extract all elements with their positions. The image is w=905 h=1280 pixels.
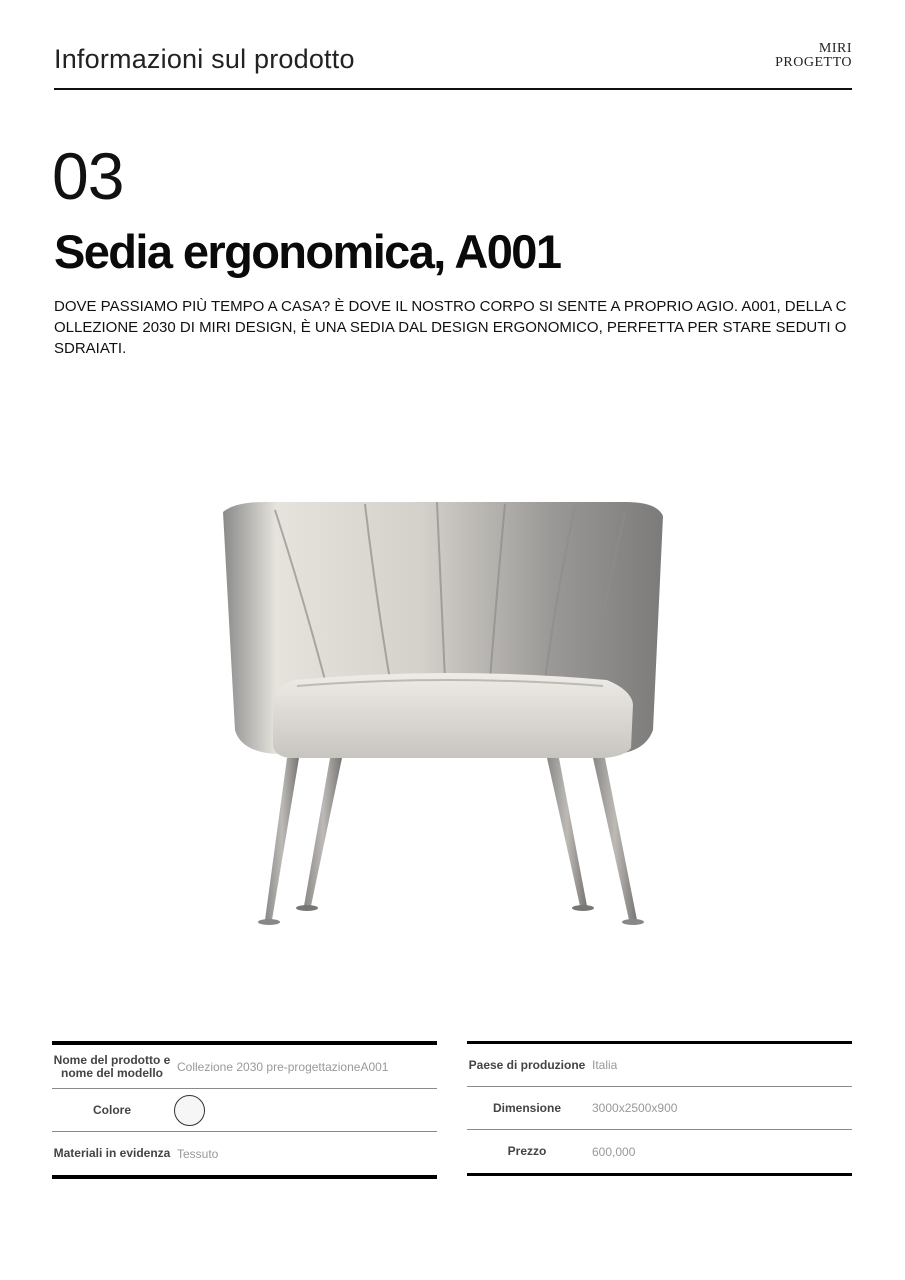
spec-label: Nome del prodotto e nome del modello bbox=[53, 1052, 171, 1080]
spec-value: 600,000 bbox=[592, 1144, 636, 1159]
chair-leg bbox=[265, 758, 299, 920]
product-description: DOVE PASSIAMO PIÙ TEMPO A CASA? È DOVE IL NOSTRO CORPO SI SENTE A PROPRIO AGIO. A001, DELLA COLLEZIONE 2030 DI MIRI DESIGN, È UNA SEDIA DAL DESIGN ERGONOMICO, PERFETTA PER STARE SEDUTI O SDRAIATI. bbox=[54, 298, 847, 357]
spec-value: 3000x2500x900 bbox=[592, 1101, 678, 1115]
spec-label: Prezzo bbox=[507, 1144, 547, 1158]
color-swatch bbox=[174, 1095, 205, 1126]
chair-image bbox=[205, 490, 685, 940]
spec-value: Collezione 2030 pre-progettazioneA001 bbox=[177, 1059, 389, 1074]
spec-row bbox=[467, 1087, 852, 1130]
brand-logo bbox=[775, 42, 852, 70]
chair-leg bbox=[304, 758, 342, 906]
spec-value: Tessuto bbox=[177, 1146, 219, 1161]
page-title: Informazioni sul prodotto bbox=[54, 44, 355, 74]
product-title: Sedia ergonomica, A001 bbox=[54, 225, 561, 278]
page-header bbox=[54, 40, 852, 90]
brand-line-2: PROGETTO bbox=[775, 55, 852, 70]
spec-row bbox=[467, 1044, 852, 1087]
spec-row bbox=[52, 1089, 437, 1132]
spec-value: Italia bbox=[592, 1058, 618, 1072]
spec-row bbox=[52, 1045, 437, 1089]
spec-label: Dimensione bbox=[492, 1100, 561, 1115]
spec-label: Materiali in evidenza bbox=[53, 1146, 171, 1160]
spec-row bbox=[52, 1132, 437, 1175]
chair-seat bbox=[273, 673, 633, 758]
product-number: 03 bbox=[52, 139, 124, 213]
spec-label: Colore bbox=[92, 1102, 131, 1117]
chair-leg bbox=[593, 758, 637, 920]
brand-line-1: MIRI bbox=[818, 41, 852, 56]
spec-label: Paese di produzione bbox=[468, 1057, 586, 1072]
spec-row bbox=[467, 1130, 852, 1173]
spec-table-right bbox=[467, 1041, 852, 1176]
chair-leg bbox=[547, 758, 587, 906]
spec-table-left bbox=[52, 1041, 437, 1179]
